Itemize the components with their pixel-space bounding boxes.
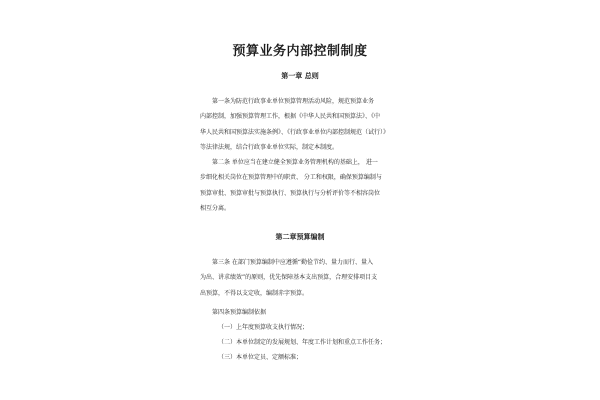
chapter-1-heading: 第一章 总则 bbox=[281, 72, 319, 80]
article-2-line: 预算审批、预算审批与预算执行、预算执行与分析评价等不相容岗位 bbox=[200, 189, 381, 197]
article-1-line: 内部控制，加强预算管理工作，根据《中华人民共和国预算法》、《中 bbox=[200, 113, 381, 121]
article-2-line: 第二条 单位应当在建立健全预算业务管理机构的基础上， 进一 bbox=[212, 159, 378, 166]
chapter-2-heading: 第二章预算编制 bbox=[275, 233, 325, 241]
article-2-paragraph bbox=[200, 155, 405, 216]
article-2-line: 步细化相关岗位在预算管理中的职责、 分工和权限，确保预算编制与 bbox=[200, 174, 382, 182]
document-title: 预算业务内部控制制度 bbox=[232, 44, 368, 59]
article-1-line: 华人民共和国预算法实施条例》、《行政事业单位内部控制规范（试行）》 bbox=[200, 128, 390, 136]
article-4-item: （一）上年度预算收支执行情况； bbox=[218, 324, 309, 331]
article-1-line: 第一条为防范行政事业单位预算管理活动风险，规范预算业务 bbox=[212, 98, 375, 105]
article-3-line: 为出、讲求绩效”的原则，优先保障基本支出预算，合理安排项目支 bbox=[200, 274, 378, 282]
article-1-paragraph bbox=[200, 94, 405, 155]
article-4-item: （二）本单位制定的发展规划、年度工作计划和重点工作任务； bbox=[218, 339, 387, 346]
article-2-line: 相互分离。 bbox=[200, 204, 231, 212]
article-3-line: 第三条 在部门预算编制中应遵循“勤俭节约、量力而行、量入 bbox=[212, 259, 374, 266]
article-4-item: （三）本单位定员、定额标准； bbox=[218, 354, 303, 361]
article-4-heading: 第四条预算编制依据 bbox=[212, 309, 267, 316]
article-3-paragraph bbox=[200, 255, 405, 301]
article-3-line: 出预算，不得以支定收，编制赤字预算。 bbox=[200, 289, 309, 297]
article-1-line: 等法律法规，结合行政事业单位实际，制定本制度。 bbox=[200, 143, 339, 151]
